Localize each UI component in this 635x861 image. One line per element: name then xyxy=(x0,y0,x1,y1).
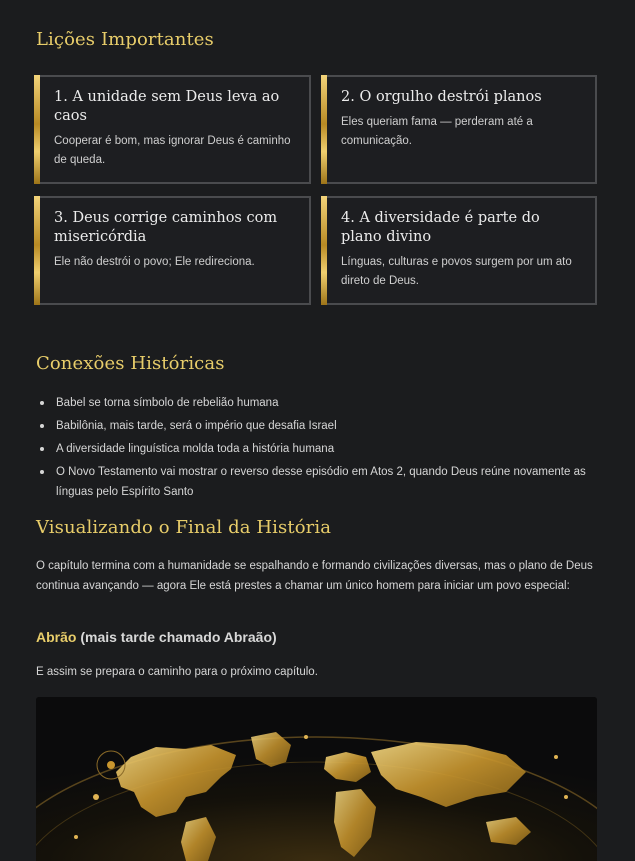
lesson-card-text: Cooperar é bom, mas ignorar Deus é caminho de queda. xyxy=(54,135,291,166)
list-item: O Novo Testamento vai mostrar o reverso desse episódio em Atos 2, quando Deus reúne novamente as línguas pelo Espírito Santo xyxy=(56,462,596,502)
lesson-card-text: Ele não destrói o povo; Ele redireciona. xyxy=(54,256,255,268)
lesson-card-title: 2. O orgulho destrói planos xyxy=(341,89,542,105)
lesson-card-1 xyxy=(34,75,311,184)
ending-paragraph: O capítulo termina com a humanidade se espalhando e formando civilizações diversas, mas o plano de Deus continua avançando — agora Ele está prestes a chamar um único homem para iniciar um povo especial: xyxy=(36,560,593,592)
lessons-title: Lições Importantes xyxy=(36,29,214,50)
connections-list xyxy=(56,393,596,505)
abrao-note: (mais tarde chamado Abraão) xyxy=(80,629,277,645)
lesson-card-3 xyxy=(34,196,311,305)
list-item: Babel se torna símbolo de rebelião humana xyxy=(56,393,596,413)
lesson-card-title: 3. Deus corrige caminhos com misericórdia xyxy=(54,210,278,245)
lessons-grid xyxy=(34,75,597,305)
connections-title: Conexões Históricas xyxy=(36,353,225,374)
closing-text: E assim se prepara o caminho para o próximo capítulo. xyxy=(36,666,318,678)
lesson-card-title: 4. A diversidade é parte do plano divino xyxy=(341,210,540,245)
list-item: A diversidade linguística molda toda a história humana xyxy=(56,439,596,459)
lesson-card-title: 1. A unidade sem Deus leva ao caos xyxy=(54,89,280,124)
golden-world-map-illustration-icon xyxy=(36,697,597,861)
lesson-card-4 xyxy=(321,196,597,305)
abrao-heading xyxy=(36,629,277,645)
world-map-image xyxy=(36,697,597,861)
lesson-card-2 xyxy=(321,75,597,184)
ending-title: Visualizando o Final da História xyxy=(36,517,332,538)
abrao-name: Abrão xyxy=(36,629,77,645)
list-item: Babilônia, mais tarde, será o império que desafia Israel xyxy=(56,416,596,436)
lesson-card-text: Eles queriam fama — perderam até a comunicação. xyxy=(341,116,533,147)
lesson-card-text: Línguas, culturas e povos surgem por um ato direto de Deus. xyxy=(341,256,572,287)
